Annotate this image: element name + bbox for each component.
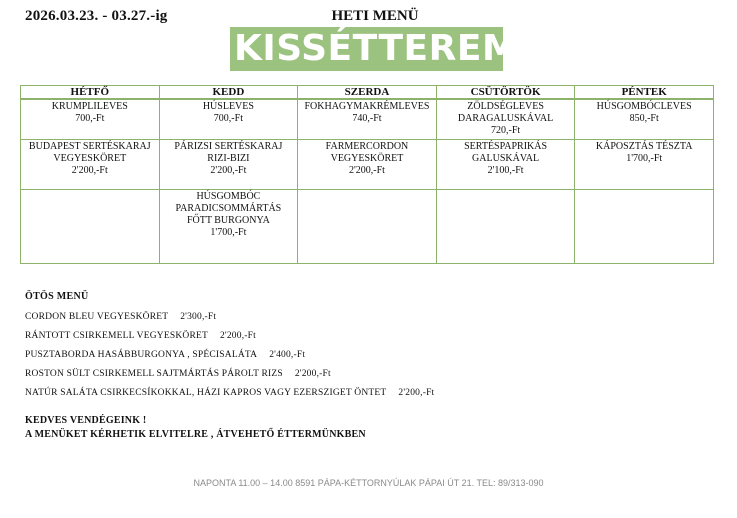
day-header-wednesday: SZERDA — [298, 86, 437, 100]
dish-price: 1'700,-Ft — [210, 227, 247, 238]
set-menu-item-price: 2'400,-Ft — [269, 350, 306, 360]
dish-line: HÚSLEVES — [202, 101, 254, 112]
set-menu-list — [25, 308, 434, 403]
dish-line: FOKHAGYMAKRÉMLEVES — [304, 101, 430, 112]
logo-text: KISSÉTTEREM — [234, 28, 519, 69]
menu-cell — [298, 140, 437, 190]
set-menu-item — [25, 346, 434, 365]
menu-cell — [159, 190, 298, 264]
day-header-thursday: CSÜTÖRTÖK — [436, 86, 575, 100]
greeting-line: KEDVES VENDÉGEINK ! — [25, 415, 147, 426]
menu-cell — [575, 99, 714, 140]
dish-price: 2'200,-Ft — [71, 165, 108, 176]
menu-cell — [436, 140, 575, 190]
greeting-line: A MENÜKET KÉRHETIK ELVITELRE , ÁTVEHETŐ ÉTTERMÜNKBEN — [25, 429, 366, 440]
footer-info: NAPONTA 11.00 – 14.00 8591 PÁPA-KÉTTORNYÚLAK PÁPAI ÚT 21. TEL: 89/313-090 — [193, 478, 544, 488]
dish-line: GALUSKÁVAL — [472, 153, 540, 164]
menu-cell-empty — [298, 190, 437, 264]
menu-cell-empty — [436, 190, 575, 264]
dish-price: 740,-Ft — [352, 113, 382, 124]
day-header-monday: HÉTFŐ — [21, 86, 160, 100]
set-menu-item-name: PUSZTABORDA HASÁBBURGONYA , SPÉCISALÁTA — [25, 350, 258, 360]
day-header-tuesday: KEDD — [159, 86, 298, 100]
page-title: HETI MENÜ — [331, 8, 419, 24]
set-menu-title: ÖTÖS MENÜ — [25, 291, 89, 302]
set-menu-item-name: NATÚR SALÁTA CSIRKECSÍKOKKAL, HÁZI KAPROS VAGY EZERSZIGET ÖNTET — [25, 388, 387, 398]
dish-line: VEGYESKÖRET — [53, 153, 127, 164]
dish-line: KRUMPLILEVES — [51, 101, 128, 112]
set-menu-item-name: ROSTON SÜLT CSIRKEMELL SAJTMÁRTÁS PÁROLT RIZS — [25, 369, 283, 379]
greeting — [25, 414, 366, 442]
menu-cell — [21, 99, 160, 140]
dish-price: 700,-Ft — [75, 113, 105, 124]
date-range: 2026.03.23. - 03.27.-ig — [25, 8, 168, 24]
dish-line: BUDAPEST SERTÉSKARAJ — [28, 141, 151, 152]
dish-line: HÚSGOMBÓC — [196, 191, 261, 202]
set-menu-item — [25, 327, 434, 346]
dish-price: 2'100,-Ft — [487, 165, 524, 176]
soup-row — [21, 99, 714, 140]
menu-cell-empty — [575, 190, 714, 264]
dish-line: DARAGALUSKÁVAL — [457, 113, 554, 124]
set-menu-item-name: RÁNTOTT CSIRKEMELL VEGYESKÖRET — [25, 331, 208, 341]
dish-line: FARMERCORDON — [325, 141, 409, 152]
set-menu-item — [25, 365, 434, 384]
set-menu-item-name: CORDON BLEU VEGYESKÖRET — [25, 312, 169, 322]
dish-line: RIZI-BIZI — [207, 153, 250, 164]
dish-line: PÁRIZSI SERTÉSKARAJ — [174, 141, 283, 152]
logo — [230, 27, 519, 71]
menu-cell — [159, 140, 298, 190]
set-menu-item-price: 2'200,-Ft — [398, 388, 435, 398]
set-menu-item-price: 2'200,-Ft — [219, 331, 256, 341]
dish-price: 720,-Ft — [490, 125, 521, 136]
main-course-row — [21, 140, 714, 190]
dish-line: KÁPOSZTÁS TÉSZTA — [595, 141, 693, 152]
dish-line: VEGYESKÖRET — [330, 153, 404, 164]
dish-price: 700,-Ft — [213, 113, 243, 124]
set-menu-item — [25, 308, 434, 327]
dish-price: 2'200,-Ft — [348, 165, 385, 176]
day-header-friday: PÉNTEK — [575, 86, 714, 100]
menu-cell — [298, 99, 437, 140]
set-menu-item-price: 2'200,-Ft — [294, 369, 331, 379]
menu-cell — [21, 140, 160, 190]
set-menu-item — [25, 384, 434, 403]
dish-line: SERTÉSPAPRIKÁS — [464, 141, 548, 152]
dish-line: HÚSGOMBÓCLEVES — [596, 101, 692, 112]
menu-cell — [159, 99, 298, 140]
menu-cell — [575, 140, 714, 190]
extra-row — [21, 190, 714, 264]
weekly-menu-table — [20, 85, 714, 264]
dish-price: 2'200,-Ft — [210, 165, 247, 176]
dish-price: 850,-Ft — [629, 113, 659, 124]
dish-line: ZÖLDSÉGLEVES — [467, 101, 544, 112]
menu-cell-empty — [21, 190, 160, 264]
set-menu-item-price: 2'300,-Ft — [180, 312, 217, 322]
dish-line: FŐTT BURGONYA — [186, 215, 270, 226]
dish-price: 1'700,-Ft — [626, 153, 663, 164]
dish-line: PARADICSOMMÁRTÁS — [175, 203, 282, 214]
menu-cell — [436, 99, 575, 140]
